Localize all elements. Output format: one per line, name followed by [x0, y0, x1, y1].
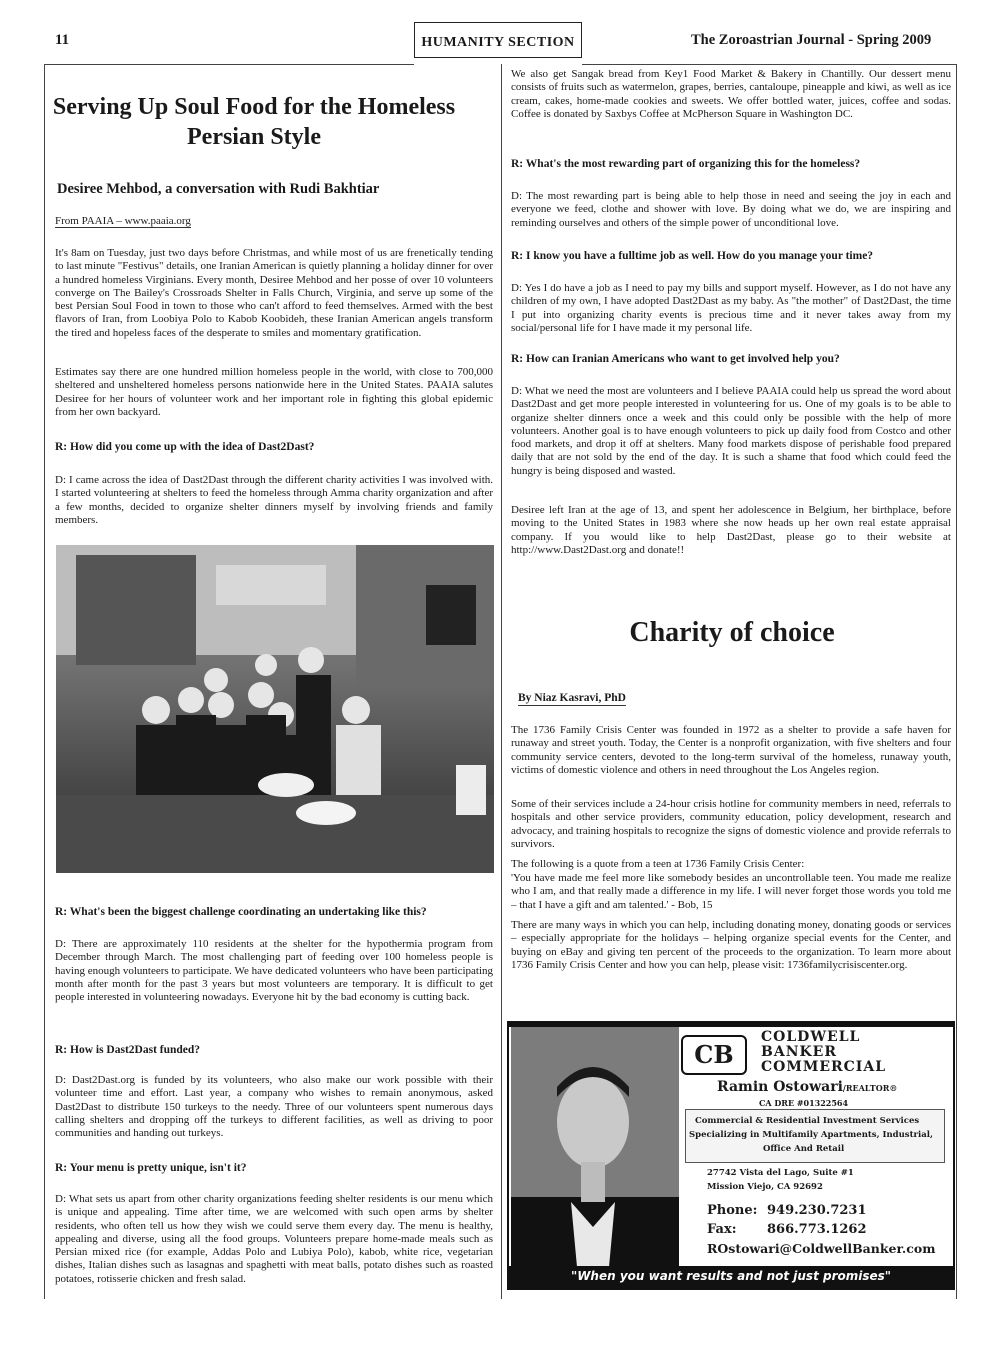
article-source-link[interactable]: From PAAIA – www.paaia.org	[55, 215, 191, 227]
answer-4: D: What sets us apart from other charity organizations feeding shelter residents is our menu which is unique and appealing. Time after time, we are welcomed with such open arms by shelter residents, who often tell us how they wish we could serve them every day. The menu is healthy, appealing and diverse, using all the food groups. Volunteers prepare home-made meals such as Persian mixed rice (for example, Addas Polo and Lubiya Polo), kabob, white rice, vegetarian dishes, Italian dishes such as lasagnas and spaghetti with meat balls, potato dishes such as roasted potatoes, rotisserie chicken and fresh salad.	[55, 1193, 493, 1285]
charity-paragraph-2: Some of their services include a 24-hour crisis hotline for community members in need, referrals to hospitals and other service providers, community education, policy development, research and advocacy, and training hospitals to recognize the signs of domestic violence and provide referrals to survivors.	[511, 798, 951, 850]
volunteers-photo	[56, 545, 494, 873]
answer-3: D: Dast2Dast.org is funded by its volunteers, who also make our work possible with their volunteer time and effort. Last year, a company who wishes to remain anonymous, asked Dast2Dast to distribute 150 turkeys to the needy. Three of our volunteers spent numerous days calling shelters and dropping off the turkeys to different facilities, as well as driving to poor communities and handing out turkeys.	[55, 1074, 493, 1140]
question-4: R: Your menu is pretty unique, isn't it?	[55, 1162, 247, 1174]
question-1: R: How did you come up with the idea of Dast2Dast?	[55, 441, 315, 453]
ad-tagline: "When you want results and not just promises"	[570, 1269, 892, 1283]
address-line-2: Mission Viejo, CA 92692	[707, 1182, 823, 1192]
center-column-rule	[501, 64, 502, 1299]
charity-paragraph-5: There are many ways in which you can help, including donating money, donating goods or services – especially appropriate for the holidays – helping organize special events for the Center, and buying on eBay and giving ten percent of the proceeds to the organization. To learn more about 1736 Family Crisis Center and how you can help, please visit: 1736familycrisiscenter.org.	[511, 919, 951, 971]
agent-photo	[511, 1027, 679, 1267]
service-line-1: Commercial & Residential Investment Services	[695, 1116, 920, 1126]
header-rule	[44, 64, 414, 65]
cb-logo-mark: CB	[681, 1035, 747, 1075]
article-closing: Desiree left Iran at the age of 13, and spent her adolescence in Belgium, her birthplace, before moving to the United States in 1983 where she now heads up her own real estate appraisal company. If you would like to help Dast2Dast, please go to their website at http://www.Dast2Dast.org and donate!!	[511, 504, 951, 556]
agent-portrait-illustration	[511, 1027, 679, 1267]
service-line-2: Specializing in Multifamily Apartments, Industrial,	[689, 1130, 933, 1140]
page-number: 11	[55, 32, 70, 48]
right-column-rule	[956, 64, 957, 1299]
address-line-1: 27742 Vista del Lago, Suite #1	[707, 1168, 854, 1178]
question-5: R: What's the most rewarding part of organizing this for the homeless?	[511, 158, 861, 170]
answer-4-continued: We also get Sangak bread from Key1 Food Market & Bakery in Chantilly. Our dessert menu consists of fruits such as watermelon, grapes, berries, cantaloupe, pineapple and kiwi, as well as ice cream, cakes, home-made cookies and sweets. We offer bottled water, juices, coffee and sodas. Coffee is donated by Saxbys Coffee at McPherson Square in Washington DC.	[511, 68, 951, 120]
article-subtitle: Desiree Mehbod, a conversation with Rudi Bakhtiar	[57, 181, 380, 197]
brand-line-1: COLDWELL	[761, 1029, 861, 1045]
question-2: R: What's been the biggest challenge coordinating an undertaking like this?	[55, 906, 427, 918]
photo-illustration	[56, 545, 494, 873]
charity-quote: 'You have made me feel more like somebody besides an uncontrollable teen. You made me realize who I am, and that really made a difference in my life. I will never forget those words you told me – that I have a gift and am talented.' - Bob, 15	[511, 872, 951, 911]
service-line-3: Office And Retail	[763, 1144, 845, 1154]
section-label: HUMANITY SECTION	[414, 22, 582, 58]
question-6: R: I know you have a fulltime job as well. How do you manage your time?	[511, 250, 874, 262]
phone-number[interactable]: 949.230.7231	[767, 1203, 867, 1218]
charity-article-title: Charity of choice	[629, 617, 835, 648]
left-column-rule	[44, 64, 45, 1299]
article-title	[45, 92, 463, 152]
article-title-line1: Serving Up Soul Food for the Homeless	[52, 94, 456, 120]
email-link[interactable]: ROstowari@ColdwellBanker.com	[707, 1241, 936, 1256]
charity-paragraph-3: The following is a quote from a teen at 1736 Family Crisis Center:	[511, 858, 805, 870]
answer-2: D: There are approximately 110 residents at the shelter for the hypothermia program from December through March. The most challenging part of feeding over 100 homeless people is having enough volunteers to participate. We have dedicated volunteers who have been participating month after month for the past 3 years but most volunteers are temporary. It is difficult to get people interested in volunteering nowadays. Everyone hit by the bad economy is cutting back.	[55, 938, 493, 1004]
answer-1: D: I came across the idea of Dast2Dast through the different charity activities I was involved with. I started volunteering at shelters to feed the homeless through Amma charity organization and after a few months, decided to organize shelter dinners myself by involving friends and family members.	[55, 474, 493, 526]
agent-license: CA DRE #01322564	[759, 1098, 849, 1108]
agent-name: Ramin Ostowari	[717, 1079, 843, 1095]
article-intro-2: Estimates say there are one hundred million homeless people in the world, with close to 700,000 sheltered and unsheltered homeless persons nationwide here in the United States. PAAIA salutes Desiree for her hours of volunteer work and her important role in fighting this global epidemic from her own backyard.	[55, 366, 493, 418]
charity-article-byline: By Niaz Kasravi, PhD	[518, 692, 626, 704]
brand-line-3: COMMERCIAL	[761, 1059, 887, 1075]
article-intro: It's 8am on Tuesday, just two days before Christmas, and while most of us are frenetically tending to last minute "Festivus" details, one Iranian American is quietly planning a holiday dinner for over a hundred homeless Virginians. Every month, Desiree Mehbod and her posse of over 10 volunteers converge on The Bailey's Crossroads Shelter in Falls Church, Virginia, and serve up some of the best Persian Soul Food in town to those who can't afford to feed themselves. Armed with the best flavors of Iran, from Loobiya Polo to Kabob Koobideh, these Iranian American angels transform the tired and hopeless faces of the desperate to smiles and momentary gratification.	[55, 247, 493, 339]
journal-title: The Zoroastrian Journal - Spring 2009	[691, 32, 932, 48]
answer-5: D: The most rewarding part is being able to help those in need and seeing the joy in each and everyone we feed, clothe and shower with love. By doing what we do, we are inspiring and reminding ourselves and others of the simple power of unconditional love.	[511, 190, 951, 229]
fax-number: 866.773.1262	[767, 1222, 867, 1237]
phone-label: Phone:	[707, 1203, 758, 1218]
realtor-advertisement[interactable]	[507, 1021, 955, 1290]
charity-paragraph-1: The 1736 Family Crisis Center was founded in 1972 as a shelter to provide a safe haven for runaway and street youth. Today, the Center is a nonprofit organization, with five shelters and four community service centers, devoted to the long-term survival of the homeless, runaway youth, victims of domestic violence and others in need throughout the Los Angeles region.	[511, 724, 951, 776]
header-rule-right	[582, 64, 956, 65]
answer-6: D: Yes I do have a job as I need to pay my bills and support myself. However, as I do not have any children of my own, I have adopted Dast2Dast as my baby. As "the mother" of Dast2Dast, the time I put into organizing charity events is precious time and it never takes away from my social/personal life for I have made it my personal life.	[511, 282, 951, 334]
fax-label: Fax:	[707, 1222, 737, 1237]
answer-7: D: What we need the most are volunteers and I believe PAAIA could help us spread the word about Dast2Dast and get more people interested in volunteering for us. One of my goals is to be able to organize shelter dinners once a week and this could only be possible with the help of more volunteers. Another goal is to have enough volunteers to pick up daily food from Costco and other food markets, and drop it off at shelters. Many food markets dispose of perishable food prepared daily that are not sold by the end of the day. It is such a shame that food which could feed the hungry is being disposed and wasted.	[511, 385, 951, 477]
question-7: R: How can Iranian Americans who want to get involved help you?	[511, 353, 840, 365]
agent-title: /REALTOR®	[842, 1083, 898, 1093]
article-title-line2: Persian Style	[187, 124, 321, 150]
agent-name-row	[717, 1079, 897, 1095]
brand-line-2: BANKER	[761, 1044, 837, 1060]
question-3: R: How is Dast2Dast funded?	[55, 1044, 201, 1056]
